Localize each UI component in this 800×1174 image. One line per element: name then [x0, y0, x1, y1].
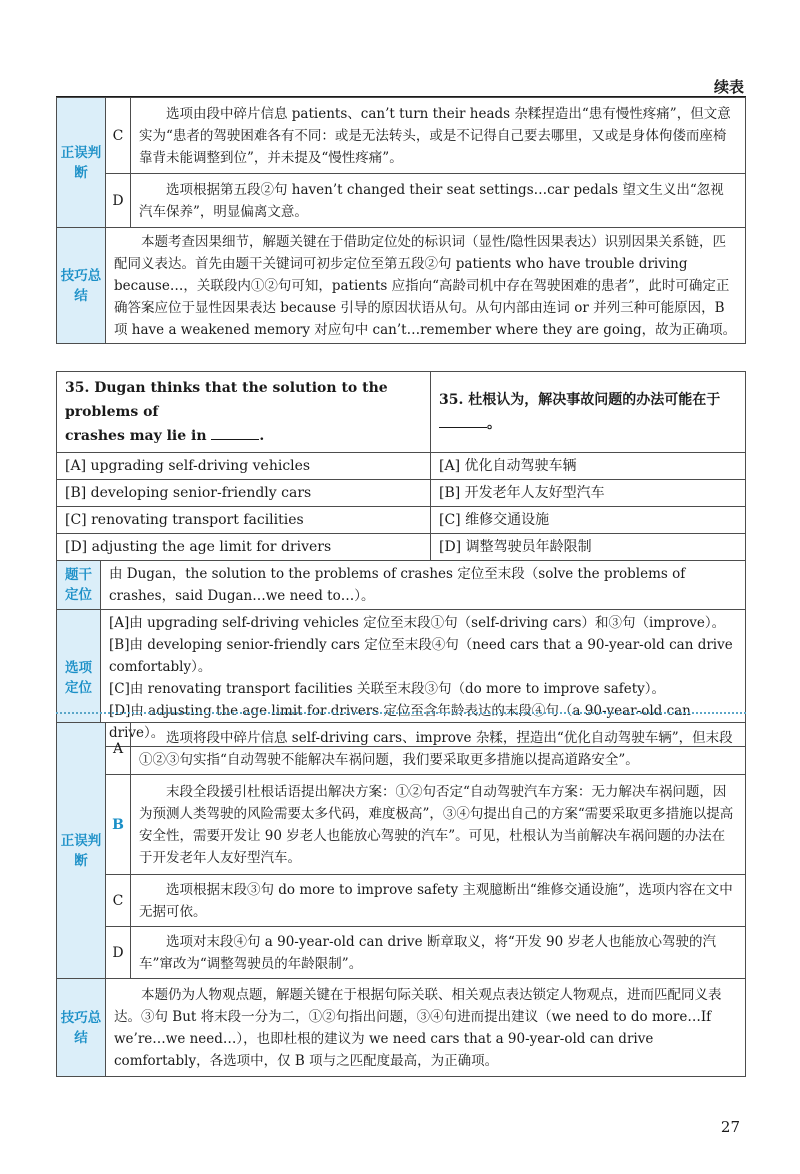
option-analysis: 选项根据第五段②句 haven’t changed their seat settings…car pedals 望文生义出“忽视汽车保养”，明显偏离文意。 [131, 174, 746, 228]
locate-d: [D]由 adjusting the age limit for drivers 定位至含年龄表达的末段④句（a 90-year-old can drive）。 [109, 703, 691, 741]
locate-a: [A]由 upgrading self-driving vehicles 定位至末段①句（self-driving cars）和③句（improve）。 [109, 615, 726, 631]
q35-table [56, 371, 746, 747]
option-analysis: 选项将段中碎片信息 self-driving cars、improve 杂糅，捏造出“优化自动驾驶车辆”，但末段①②③句实指“自动驾驶不能解决车祸问题，我们要采取更多措施以提高道路安全”。 [131, 723, 746, 775]
option-a-cn: [A] 优化自动驾驶车辆 [431, 453, 746, 480]
question-cn-end: 。 [487, 416, 501, 432]
option-locate-label: 选项定位 [57, 610, 101, 747]
continued-label: 续表 [713, 78, 744, 96]
question-en-end: . [259, 428, 265, 444]
option-c-cn: [C] 维修交通设施 [431, 507, 746, 534]
option-d-cn: [D] 调整驾驶员年龄限制 [431, 534, 746, 561]
skill-summary: 本题考查因果细节，解题关键在于借助定位处的标识词（显性/隐性因果表达）识别因果关系链，匹配同义表达。首先由题干关键词可初步定位至第五段②句 patients who have trouble driving because…，关联段内①②句可知，patients 应指向“高龄司机中存在驾驶困难的患者”，此时可确定正确答案应位于显性因果表达 because 引导的原因状语从句。从句内部由连词 or 并列三种可能原因，B 项 have a weakened memory 对应句中 can’t…remember where they are going，故为正确项。 [106, 228, 746, 344]
option-analysis: 选项由段中碎片信息 patients、can’t turn their heads 杂糅捏造出“患有慢性疼痛”，但文意实为“患者的驾驶困难各有不同：或是无法转头，或是不记得自己要去哪里，又或是身体佝偻而座椅靠背未能调整到位”，并未提及“慢性疼痛”。 [131, 98, 746, 174]
answer-blank [439, 413, 487, 428]
question-cn-line1: 35. 杜根认为，解决事故问题的办法可能在于 [439, 392, 721, 408]
judge-label: 正误判断 [57, 98, 106, 228]
option-letter: A [106, 723, 131, 775]
option-letter-correct: B [106, 775, 131, 875]
skill-label: 技巧总结 [57, 979, 106, 1077]
option-letter: D [106, 927, 131, 979]
option-analysis: 末段全段援引杜根话语提出解决方案：①②句否定“自动驾驶汽车方案：无力解决车祸问题，因为预测人类驾驶的风险需要太多代码，难度极高”，③④句提出自己的方案“需要采取更多措施以提高安全性，需要开发让 90 岁老人也能放心驾驶的汽车”。可见，杜根认为当前解决车祸问题的办法在于开发老年人友好型汽车。 [131, 775, 746, 875]
question-cn [431, 372, 746, 453]
page-number: 27 [720, 1118, 740, 1136]
option-d-en: [D] adjusting the age limit for drivers [57, 534, 431, 561]
locate-b: [B]由 developing senior-friendly cars 定位至末段④句（need cars that a 90-year-old can drive comfortably）。 [109, 637, 733, 675]
locate-c: [C]由 renovating transport facilities 关联至末段③句（do more to improve safety）。 [109, 681, 666, 697]
option-b-cn: [B] 开发老年人友好型汽车 [431, 480, 746, 507]
dotted-separator [56, 712, 746, 714]
option-letter: C [106, 875, 131, 927]
option-b-en: [B] developing senior-friendly cars [57, 480, 431, 507]
option-c-en: [C] renovating transport facilities [57, 507, 431, 534]
option-analysis: 选项对末段④句 a 90-year-old can drive 断章取义，将“开发 90 岁老人也能放心驾驶的汽车”窜改为“调整驾驶员的年龄限制”。 [131, 927, 746, 979]
skill-label: 技巧总结 [57, 228, 106, 344]
stem-locate-label: 题干定位 [57, 561, 101, 610]
question-en-line1: 35. Dugan thinks that the solution to the problems of [65, 380, 388, 420]
question-en [57, 372, 431, 453]
option-analysis: 选项根据末段③句 do more to improve safety 主观臆断出“维修交通设施”，选项内容在文中无据可依。 [131, 875, 746, 927]
option-letter: C [106, 98, 131, 174]
skill-summary: 本题仍为人物观点题，解题关键在于根据句际关联、相关观点表达锁定人物观点，进而匹配同义表达。③句 But 将末段一分为二，①②句指出问题，③④句进而提出建议（we need to do more…If we’re…we need…），也即杜根的建议为 we need cars that a 90-year-old can drive comfortably，各选项中，仅 B 项与之匹配度最高，为正确项。 [106, 979, 746, 1077]
q35-analysis-table [56, 722, 746, 1077]
option-letter: D [106, 174, 131, 228]
option-a-en: [A] upgrading self-driving vehicles [57, 453, 431, 480]
judge-label: 正误判断 [57, 723, 106, 979]
question-en-line2: crashes may lie in [65, 428, 207, 444]
stem-locate-text: 由 Dugan，the solution to the problems of crashes 定位至末段（solve the problems of crashes，said Dugan…we need to…）。 [101, 561, 746, 610]
answer-blank [211, 425, 259, 440]
q34-analysis-table [56, 97, 746, 344]
